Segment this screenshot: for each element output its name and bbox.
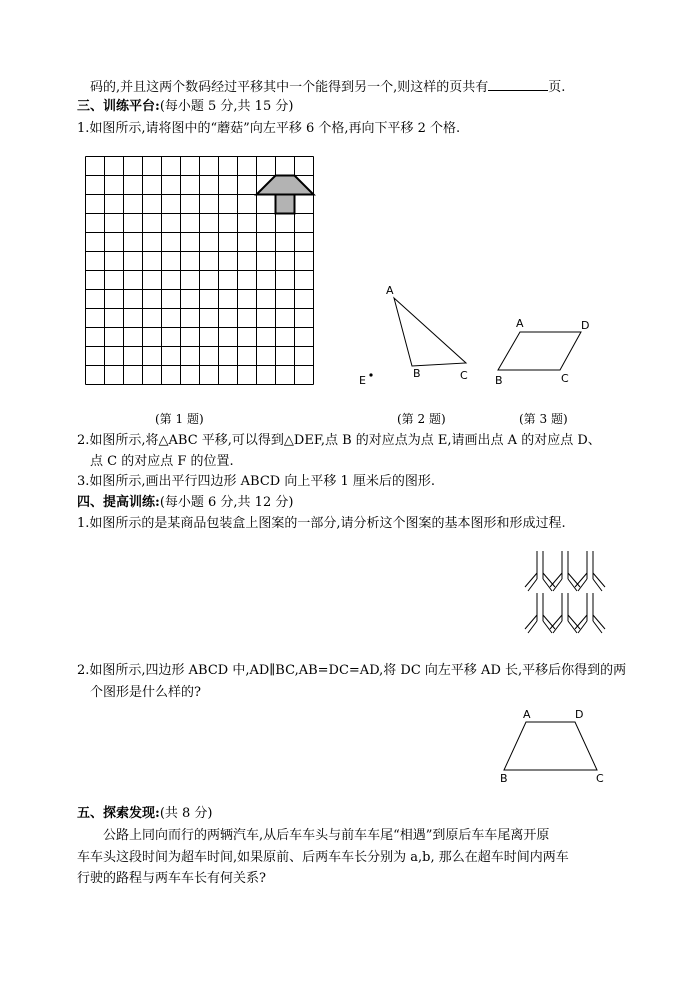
section4-points: (每小题 6 分,共 12 分) xyxy=(159,495,294,510)
mushroom-cap xyxy=(257,176,314,195)
pattern-unit xyxy=(525,593,555,633)
section3-heading: 三、训练平台: xyxy=(77,99,160,114)
section4-heading: 四、提高训练: xyxy=(77,495,160,510)
section3-q2-line2: 点 C 的对应点 F 的位置. xyxy=(90,454,234,469)
section5-heading-line xyxy=(77,805,213,823)
label-b: B xyxy=(500,772,508,785)
label-a: A xyxy=(386,284,394,297)
label-c: C xyxy=(596,772,604,785)
section3-q2-line1: 2.如图所示,将△ABC 平移,可以得到△DEF,点 B 的对应点为点 E,请画出点 A 的对应点 D、 xyxy=(77,433,601,448)
section5-points: (共 8 分) xyxy=(159,806,213,821)
label-c: C xyxy=(460,369,468,382)
section4-q2-line2: 个图形是什么样的? xyxy=(90,685,201,700)
parallelogram-abcd xyxy=(498,332,581,370)
caption-figure-1: (第 1 题) xyxy=(155,412,204,426)
label-d: D xyxy=(581,319,590,332)
section3-q3: 3.如图所示,画出平行四边形 ABCD 向上平移 1 厘米后的图形. xyxy=(77,474,436,489)
caption-figure-2: (第 2 题) xyxy=(397,412,446,426)
section4-q2-line1: 2.如图所示,四边形 ABCD 中,AD∥BC,AB=DC=AD,将 DC 向左平移 AD 长,平移后你得到的两 xyxy=(77,663,627,678)
label-c: C xyxy=(561,372,569,385)
section5-line2: 车车头这段时间为超车时间,如果原前、后两车车长分别为 a,b, 那么在超车时间内两车 xyxy=(77,850,569,865)
label-a: A xyxy=(516,317,524,330)
triangle-abc xyxy=(394,298,466,366)
figure-trapezoid xyxy=(495,708,615,788)
pattern-unit xyxy=(550,593,580,633)
pattern-unit xyxy=(525,551,555,591)
section3-q1: 1.如图所示,请将图中的“蘑菇”向左平移 6 个格,再向下平移 2 个格. xyxy=(77,121,461,136)
section3-points: (每小题 5 分,共 15 分) xyxy=(159,99,294,114)
mushroom-stem xyxy=(276,195,295,214)
label-d: D xyxy=(575,708,584,721)
trapezoid-abcd xyxy=(504,722,597,770)
section5-line1: 公路上同向而行的两辆汽车,从后车车头与前车车尾“相遇”到原后车车尾离开原 xyxy=(103,828,550,843)
label-e: E xyxy=(359,374,366,387)
pattern-unit xyxy=(575,593,605,633)
top-line-text: 码的,并且这两个数码经过平移其中一个能得到另一个,则这样的页共有 xyxy=(90,80,489,95)
point-e xyxy=(369,373,372,376)
top-line-end: 页. xyxy=(548,80,566,95)
pattern-unit xyxy=(550,551,580,591)
label-a: A xyxy=(523,708,531,721)
section5-line3: 行驶的路程与两车车长有何关系? xyxy=(77,871,266,886)
section4-q1: 1.如图所示的是某商品包装盒上图案的一部分,请分析这个图案的基本图形和形成过程. xyxy=(77,516,566,531)
figure-3-parallelogram xyxy=(490,310,600,390)
label-b: B xyxy=(413,367,421,380)
section4-heading-line xyxy=(77,494,293,512)
caption-figure-3: (第 3 题) xyxy=(519,412,568,426)
pattern-unit xyxy=(575,551,605,591)
figure-2-triangle xyxy=(355,280,485,390)
label-b: B xyxy=(495,374,503,387)
figure-pattern xyxy=(520,545,620,645)
section5-heading: 五、探索发现: xyxy=(77,806,160,821)
